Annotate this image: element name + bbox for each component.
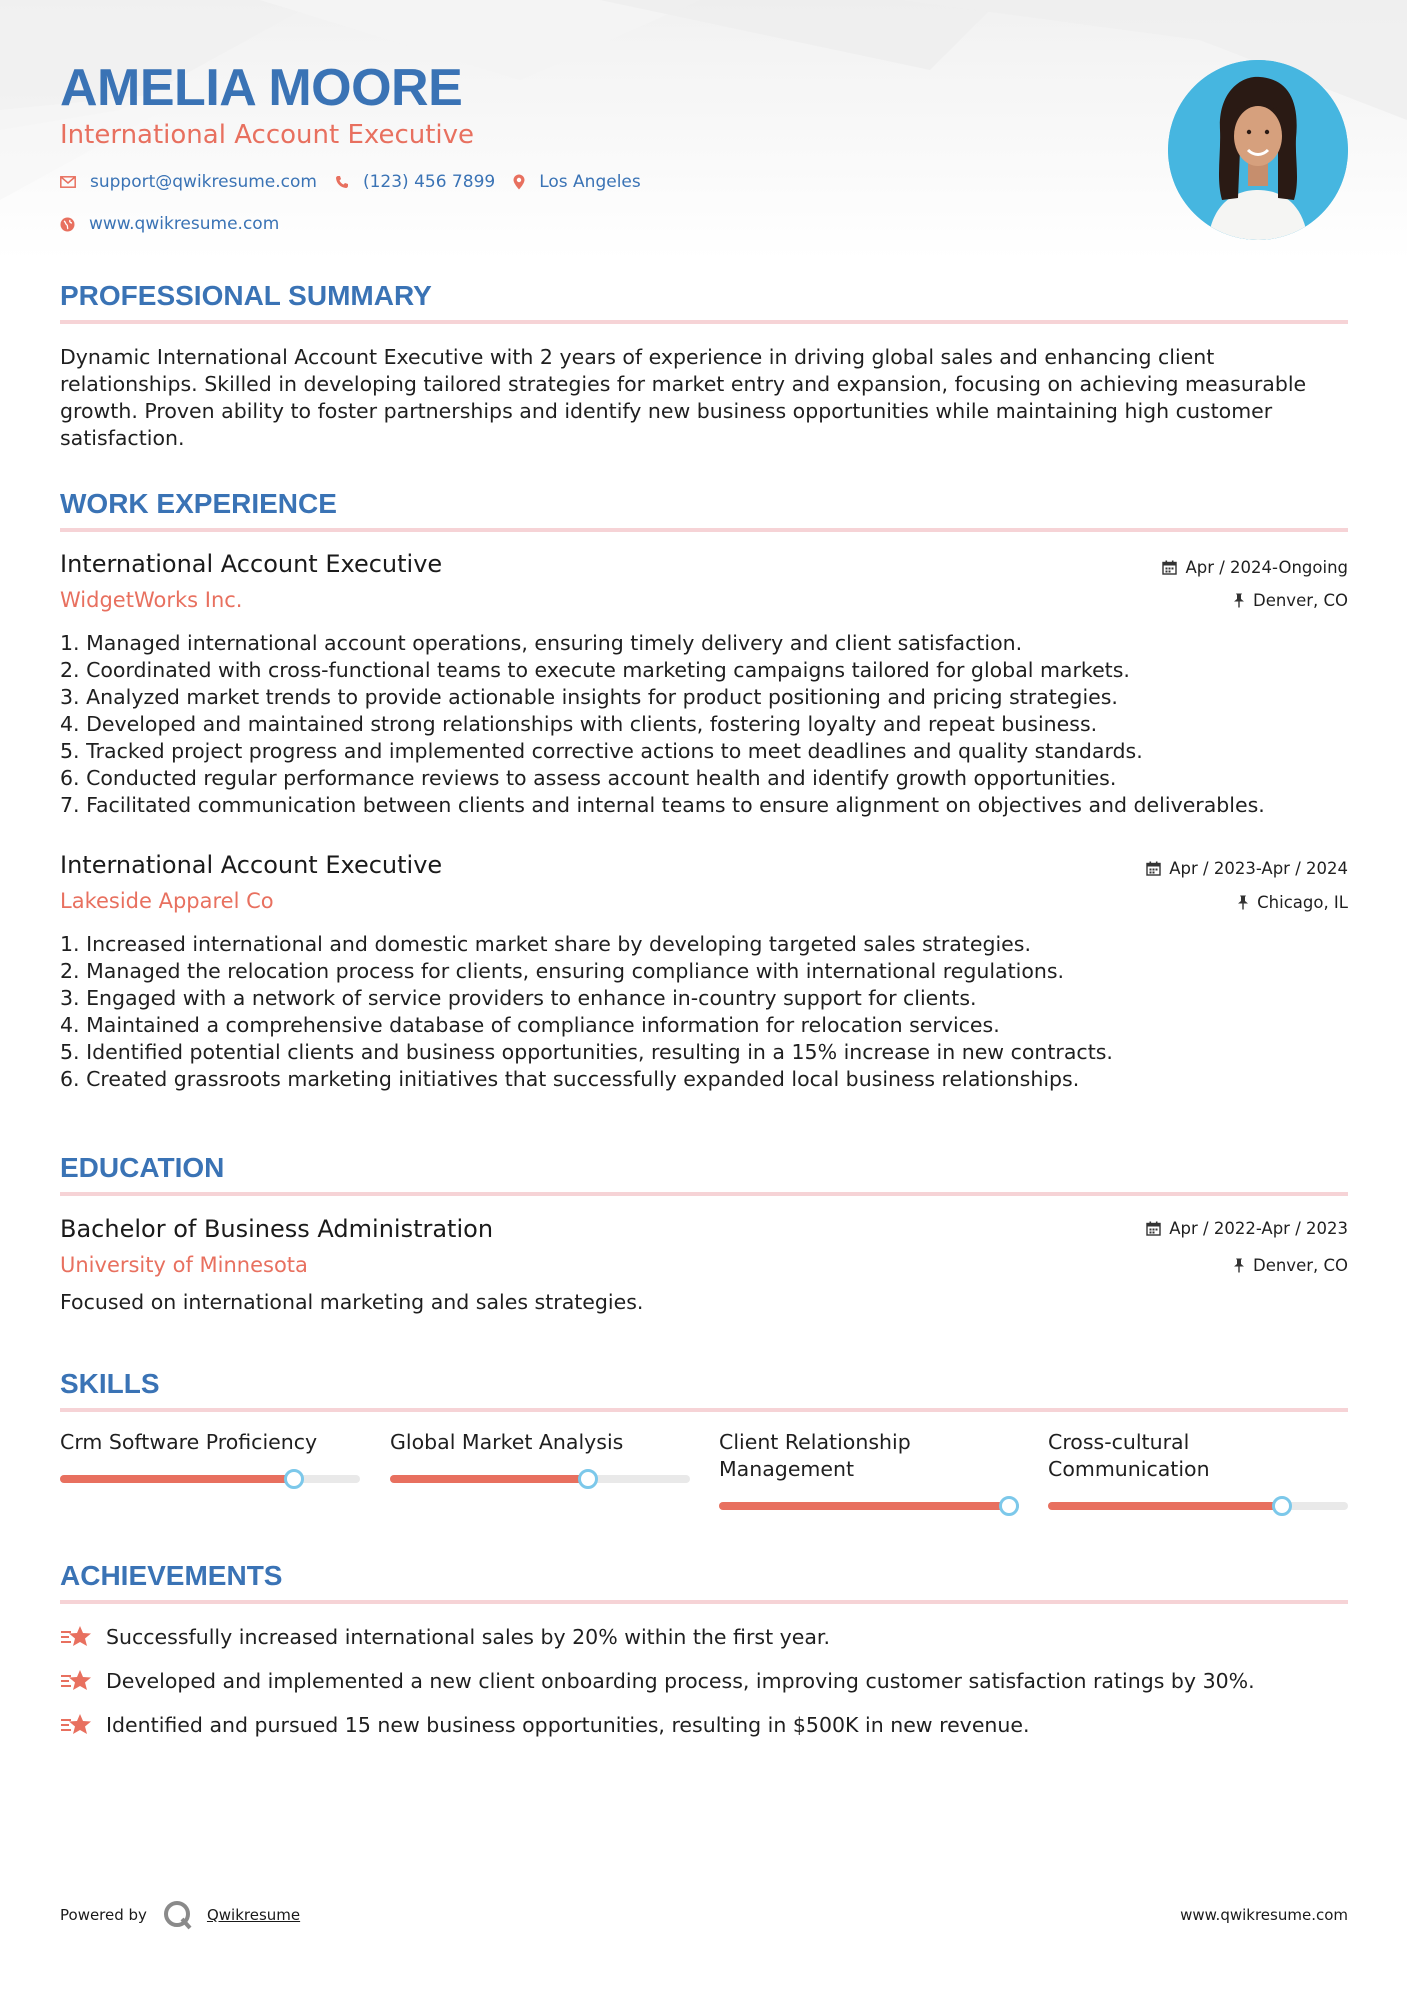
- pushpin-icon: [1233, 1258, 1245, 1273]
- website-text[interactable]: www.qwikresume.com: [89, 214, 280, 234]
- calendar-icon: [1146, 1221, 1161, 1236]
- summary-text: Dynamic International Account Executive with 2 years of experience in driving global sales and enhancing client relationships. Skilled in developing tailored strategies for market entry and expansion, focusing on achieving measurable growth. Proven ability to foster partnerships and identify new business opportunities while maintaining high customer satisfaction.: [60, 345, 1307, 450]
- skill-bar: [719, 1502, 1019, 1510]
- achievements-divider: [60, 1600, 1348, 1604]
- skill-bar: [390, 1475, 690, 1483]
- list-item: 2. Coordinated with cross-functional teams to execute marketing campaigns tailored for global markets.: [60, 658, 1130, 682]
- list-item: 7. Facilitated communication between clients and internal teams to ensure alignment on objectives and deliverables.: [60, 793, 1265, 817]
- globe-icon: [60, 217, 75, 232]
- achievement-item: [60, 1624, 830, 1650]
- pushpin-icon: [1233, 593, 1245, 608]
- achievement-item: [60, 1712, 1030, 1738]
- experience-heading: WORK EXPERIENCE: [60, 488, 337, 519]
- website-item[interactable]: [60, 214, 279, 234]
- education-location-text: Denver, CO: [1252, 1256, 1348, 1275]
- candidate-name: AMELIA MOORE: [60, 59, 463, 117]
- skill-item: [60, 1429, 360, 1456]
- achievement-item: [60, 1668, 1255, 1694]
- company-name: Lakeside Apparel Co: [60, 889, 274, 913]
- job-location: [1237, 893, 1348, 912]
- education-description: Focused on international marketing and sales strategies.: [60, 1290, 644, 1314]
- list-item: 1. Increased international and domestic market share by developing targeted sales strategies.: [60, 932, 1031, 956]
- phone-text[interactable]: (123) 456 7899: [362, 172, 496, 192]
- skills-divider: [60, 1408, 1348, 1412]
- experience-divider: [60, 528, 1348, 532]
- skill-bar: [1048, 1502, 1348, 1510]
- education-location: [1233, 1256, 1348, 1275]
- shooting-star-icon: [60, 1624, 92, 1650]
- footer-powered-by: [60, 1900, 300, 1930]
- skill-name: Crm Software Proficiency: [60, 1430, 318, 1454]
- job-date-text: Apr / 2023-Apr / 2024: [1169, 859, 1348, 878]
- portrait-image: [1168, 60, 1348, 240]
- qwikresume-logo-icon: [163, 1900, 193, 1930]
- powered-by-label: Powered by: [60, 1906, 147, 1924]
- skill-name: Client Relationship Management: [719, 1430, 911, 1481]
- company-name: WidgetWorks Inc.: [60, 588, 243, 612]
- list-item: 5. Identified potential clients and business opportunities, resulting in a 15% increase in new contracts.: [60, 1040, 1113, 1064]
- calendar-icon: [1162, 560, 1177, 575]
- list-item: 1. Managed international account operations, ensuring timely delivery and client satisfaction.: [60, 631, 1023, 655]
- achievement-text: Developed and implemented a new client onboarding process, improving customer satisfaction ratings by 30%.: [106, 1669, 1255, 1693]
- candidate-title: International Account Executive: [60, 120, 475, 150]
- list-item: 4. Maintained a comprehensive database of compliance information for relocation services.: [60, 1013, 1000, 1037]
- calendar-icon: [1146, 861, 1161, 876]
- job-title: International Account Executive: [60, 851, 443, 879]
- skill-bar-fill: [719, 1502, 1019, 1510]
- job-bullets: [60, 630, 1360, 819]
- list-item: 5. Tracked project progress and implemented corrective actions to meet deadlines and quality standards.: [60, 739, 1143, 763]
- skill-name: Cross-cultural Communication: [1048, 1430, 1210, 1481]
- shooting-star-icon: [60, 1712, 92, 1738]
- skill-item: [1048, 1429, 1288, 1483]
- job-title: International Account Executive: [60, 550, 443, 578]
- profile-photo: [1168, 60, 1348, 240]
- skill-bar: [60, 1475, 360, 1483]
- skill-bar-knob: [1272, 1496, 1292, 1516]
- job-location-text: Chicago, IL: [1257, 893, 1348, 912]
- education-heading: EDUCATION: [60, 1152, 225, 1183]
- job-date: [1162, 558, 1348, 577]
- list-item: 3. Engaged with a network of service providers to enhance in-country support for clients.: [60, 986, 977, 1010]
- job-bullets: [60, 931, 1360, 1093]
- footer-website[interactable]: www.qwikresume.com: [1180, 1906, 1348, 1924]
- list-item: 6. Created grassroots marketing initiatives that successfully expanded local business relationships.: [60, 1067, 1080, 1091]
- skill-item: [719, 1429, 959, 1483]
- email-text[interactable]: support@qwikresume.com: [90, 172, 317, 192]
- list-item: 6. Conducted regular performance reviews to assess account health and identify growth opportunities.: [60, 766, 1117, 790]
- achievement-text: Successfully increased international sales by 20% within the first year.: [106, 1625, 830, 1649]
- school-name: University of Minnesota: [60, 1253, 308, 1277]
- list-item: 3. Analyzed market trends to provide actionable insights for product positioning and pricing strategies.: [60, 685, 1118, 709]
- achievements-heading: ACHIEVEMENTS: [60, 1560, 283, 1591]
- map-pin-icon: [513, 174, 525, 190]
- skill-bar-knob: [578, 1469, 598, 1489]
- skill-bar-knob: [999, 1496, 1019, 1516]
- pushpin-icon: [1237, 895, 1249, 910]
- achievement-text: Identified and pursued 15 new business opportunities, resulting in $500K in new revenue.: [106, 1713, 1030, 1737]
- job-location-text: Denver, CO: [1252, 591, 1348, 610]
- brand-link[interactable]: Qwikresume: [206, 1906, 301, 1924]
- skill-bar-fill: [60, 1475, 294, 1483]
- location-item: [513, 172, 641, 192]
- summary-divider: [60, 320, 1348, 324]
- contact-row: [60, 172, 659, 192]
- envelope-icon: [60, 176, 76, 188]
- skills-heading: SKILLS: [60, 1368, 160, 1399]
- skill-item: [390, 1429, 690, 1456]
- skill-bar-fill: [390, 1475, 588, 1483]
- phone-icon: [335, 175, 349, 189]
- degree-title: Bachelor of Business Administration: [60, 1215, 494, 1243]
- skill-bar-fill: [1048, 1502, 1282, 1510]
- list-item: 4. Developed and maintained strong relationships with clients, fostering loyalty and repeat business.: [60, 712, 1098, 736]
- location-text: Los Angeles: [539, 172, 641, 192]
- list-item: 2. Managed the relocation process for clients, ensuring compliance with international regulations.: [60, 959, 1065, 983]
- email-item[interactable]: [60, 172, 317, 192]
- phone-item[interactable]: [335, 172, 495, 192]
- education-divider: [60, 1192, 1348, 1196]
- job-location: [1233, 591, 1348, 610]
- job-date: [1146, 859, 1348, 878]
- education-date-text: Apr / 2022-Apr / 2023: [1169, 1219, 1348, 1238]
- skill-name: Global Market Analysis: [390, 1430, 624, 1454]
- shooting-star-icon: [60, 1668, 92, 1694]
- education-date: [1146, 1219, 1348, 1238]
- job-date-text: Apr / 2024-Ongoing: [1185, 558, 1348, 577]
- summary-heading: PROFESSIONAL SUMMARY: [60, 280, 432, 311]
- skill-bar-knob: [284, 1469, 304, 1489]
- website-row: [60, 214, 297, 234]
